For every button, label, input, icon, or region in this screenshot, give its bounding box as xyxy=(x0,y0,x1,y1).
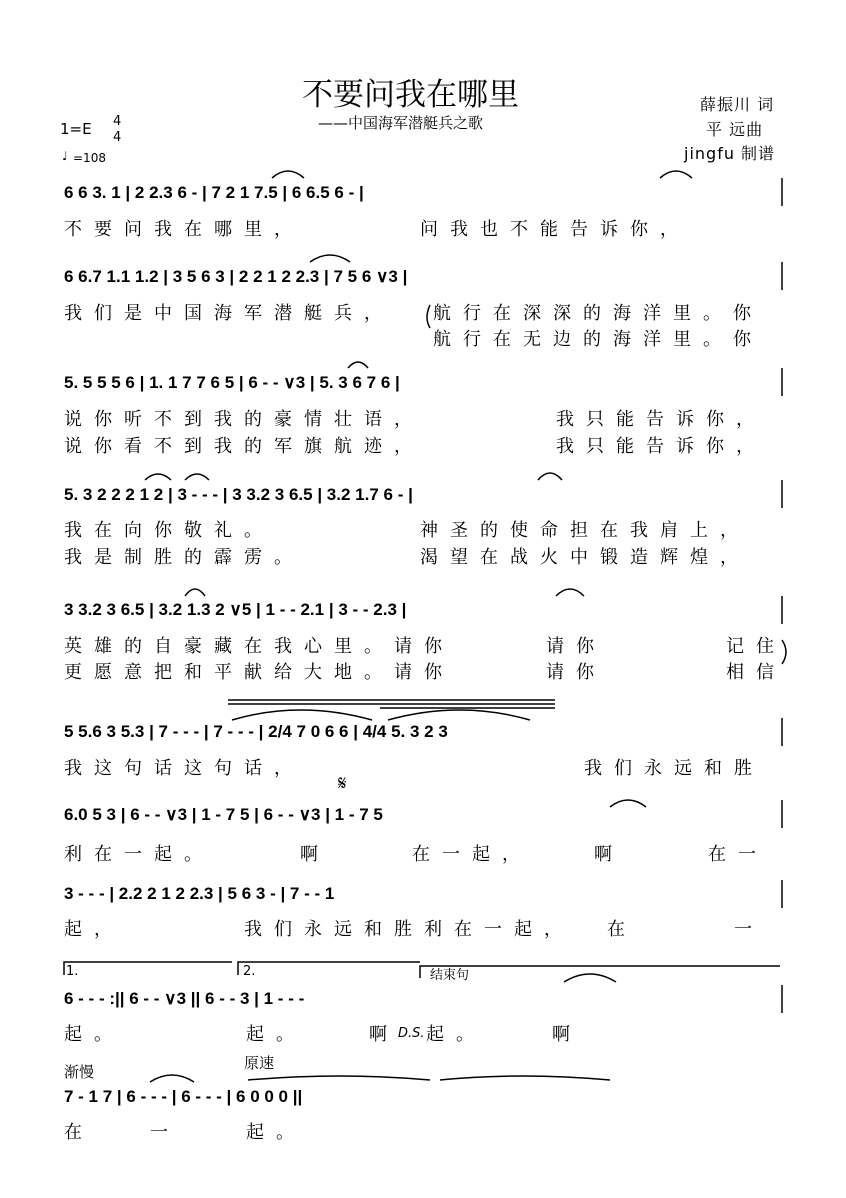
lyric-line: 英雄的自豪藏在我心里。请你 xyxy=(64,636,454,657)
lyric-line: 我们是中国海军潜艇兵， xyxy=(64,303,394,324)
notation-line: 5. 3 2 2 2 1 2 | 3 - - - | 3 3.2 3 6.5 | 3.2 1.7 6 - | xyxy=(64,485,413,504)
notation-line: 3 - - - | 2.2 2 1 2 2.3 | 5 6 3 - | 7 - - 1 xyxy=(64,884,335,903)
lyric-line: 不要问我在哪里， xyxy=(64,219,304,240)
lyric-line: 航行在深深的海洋里。你 xyxy=(433,303,763,324)
lyric-line: 起。 xyxy=(246,1122,306,1143)
lyric-line: 请你 xyxy=(546,662,606,683)
lyric-line: 利在一起。 xyxy=(64,844,214,865)
notation-line: 6 6.7 1.1 1.2 | 3 5 6 3 | 2 2 1 2 2.3 | 7 5 6 ∨3 | xyxy=(64,267,408,286)
volta-1: 1. xyxy=(66,964,79,979)
lyricist: 薛振川 词 xyxy=(700,95,775,114)
tempo-marking: =108 xyxy=(73,151,106,165)
ending-label: 结束句 xyxy=(430,968,470,983)
lyric-line: 我只能告诉你， xyxy=(556,409,766,430)
lyric-line: 我们永远和胜 xyxy=(584,758,764,779)
lyric-line: 说你看不到我的军旗航迹， xyxy=(64,436,424,457)
lyric-line: 起。 xyxy=(246,1024,306,1045)
lyric-line: 问我也不能告诉你， xyxy=(420,219,690,240)
lyric-line: 说你听不到我的豪情壮语， xyxy=(64,409,424,430)
quarter-note-icon: ♩ xyxy=(62,149,68,163)
a-tempo-mark: 原速 xyxy=(244,1054,275,1072)
notation-line: 6 6 3. 1 | 2 2.3 6 - | 7 2 1 7.5 | 6 6.5 6 - | xyxy=(64,183,364,202)
lyric-line: 啊 xyxy=(369,1024,399,1045)
lyric-line: 起。 xyxy=(426,1024,486,1045)
ritardando-mark: 渐慢 xyxy=(64,1063,95,1081)
lyric-line: 相信 xyxy=(726,662,786,683)
notation-line: 7 - 1 7 | 6 - - - | 6 - - - | 6 0 0 0 || xyxy=(64,1087,303,1106)
lyric-line: 更愿意把和平献给大地。请你 xyxy=(64,662,454,683)
song-title: 不要问我在哪里 xyxy=(302,77,519,113)
notation-line: 6.0 5 3 | 6 - - ∨3 | 1 - 7 5 | 6 - - ∨3 | 1 - 7 5 xyxy=(64,805,383,824)
dal-segno-mark: D.S. xyxy=(398,1026,425,1041)
time-sig-top: 4 xyxy=(113,114,122,129)
lyric-line: 在 xyxy=(607,919,637,940)
key-signature: 1=E xyxy=(60,120,92,138)
lyric-line: 我在向你敬礼。 xyxy=(64,520,274,541)
lyric-line: 神圣的使命担在我肩上， xyxy=(420,520,750,541)
composer: 平 远曲 xyxy=(706,120,764,139)
transcriber: jingfu 制谱 xyxy=(684,144,776,163)
lyric-line: 在 xyxy=(64,1122,94,1143)
lyric-line: 一 xyxy=(150,1122,180,1143)
lyric-line: 啊 xyxy=(300,844,330,865)
lyric-line: 在一起， xyxy=(412,844,532,865)
lyric-line: 我们永远和胜利在一起， xyxy=(244,919,574,940)
time-sig-bottom: 4 xyxy=(113,130,122,145)
lyric-line: 起， xyxy=(64,919,124,940)
lyric-line: 一 xyxy=(734,919,764,940)
notation-line: 5 5.6 3 5.3 | 7 - - - | 7 - - - | 2/4 7 0 6 6 | 4/4 5. 3 2 3 xyxy=(64,722,448,741)
notation-line: 6 - - - :|| 6 - - ∨3 || 6 - - 3 | 1 - - - xyxy=(64,989,305,1008)
segno-icon: 𝄋 xyxy=(338,771,347,795)
lyric-line: 记住 xyxy=(726,636,786,657)
volta-2: 2. xyxy=(243,964,256,979)
lyric-line: 我只能告诉你， xyxy=(556,436,766,457)
song-subtitle: ——中国海军潜艇兵之歌 xyxy=(318,114,484,132)
lyric-line: 在一 xyxy=(708,844,768,865)
lyric-line: 我这句话这句话， xyxy=(64,758,304,779)
notation-line: 5. 5 5 5 6 | 1. 1 7 7 6 5 | 6 - - ∨3 | 5. 3 6 7 6 | xyxy=(64,373,400,392)
lyric-line: 起。 xyxy=(64,1024,124,1045)
lyric-line: 啊 xyxy=(552,1024,582,1045)
lyric-line: 请你 xyxy=(546,636,606,657)
lyric-line: 航行在无边的海洋里。你 xyxy=(433,329,763,350)
lyric-line: 我是制胜的霹雳。 xyxy=(64,547,304,568)
lyric-line: 啊 xyxy=(594,844,624,865)
notation-line: 3 3.2 3 6.5 | 3.2 1.3 2 ∨5 | 1 - - 2.1 | 3 - - 2.3 | xyxy=(64,600,407,619)
lyric-line: 渴望在战火中锻造辉煌， xyxy=(420,547,750,568)
